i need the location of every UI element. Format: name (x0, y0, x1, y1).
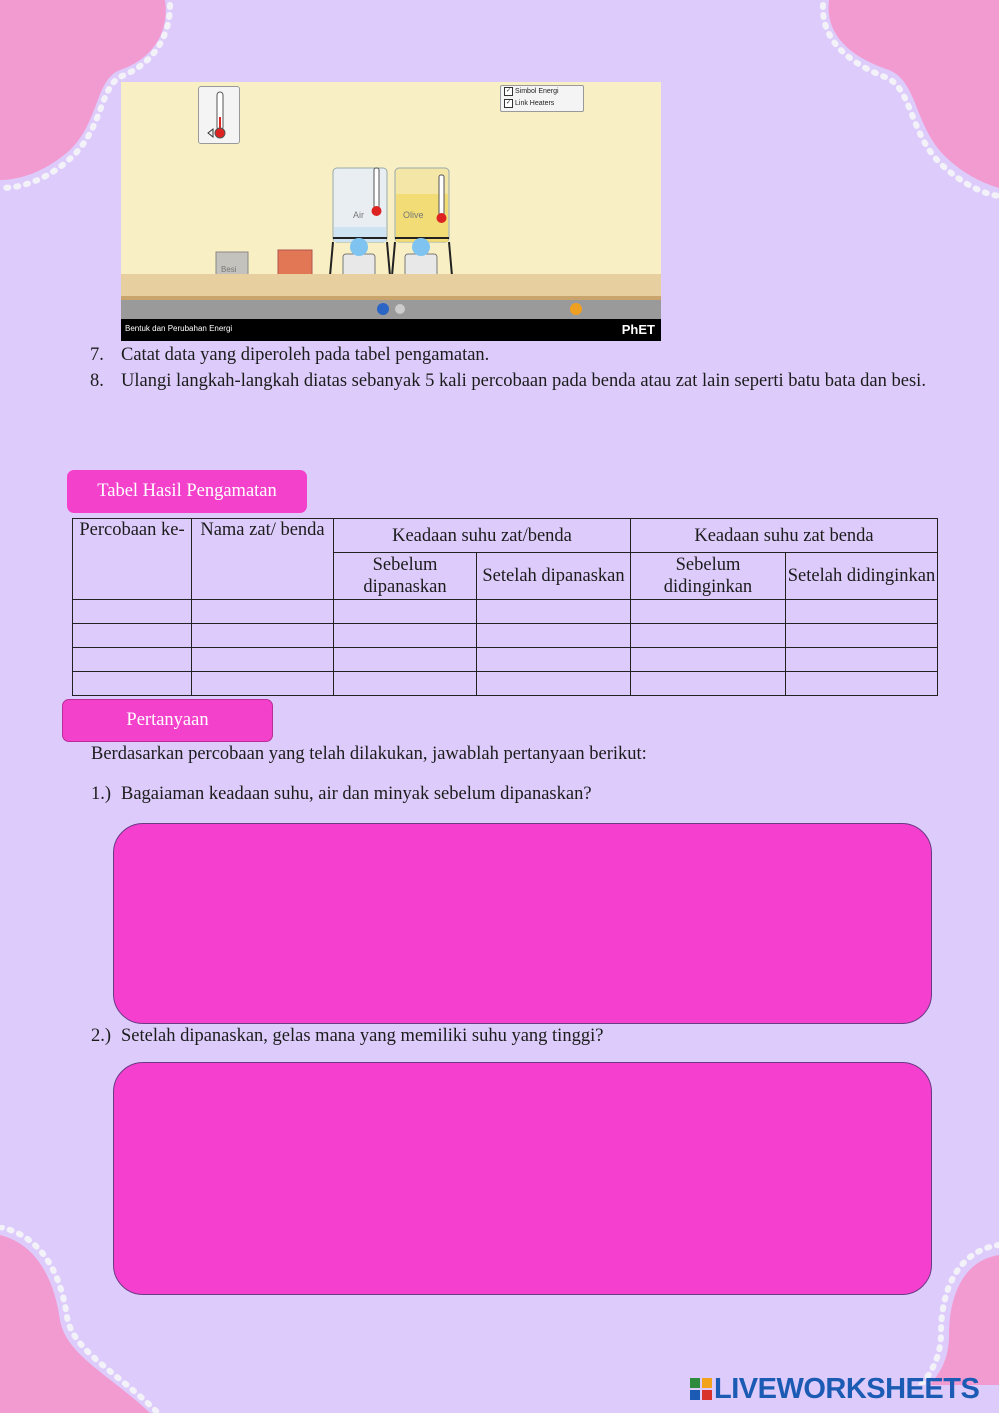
option-link-heaters[interactable]: ✓ Link Heaters (505, 99, 555, 107)
reset-icon (570, 303, 582, 315)
header-after-heat: Setelah dipanaskan (477, 553, 631, 600)
header-group-cool: Keadaan suhu zat benda (631, 519, 938, 553)
observation-table (72, 518, 938, 696)
step-item: 7. Catat data yang diperoleh pada tabel pengamatan. (90, 345, 490, 365)
table-row (73, 624, 938, 648)
table-section-title: Tabel Hasil Pengamatan (67, 470, 307, 513)
liveworksheets-mark-icon (690, 1378, 712, 1400)
header-substance: Nama zat/ benda (192, 519, 334, 600)
step-icon (395, 304, 405, 314)
option-energy-symbols[interactable]: ✓ Simbol Energi (505, 87, 559, 95)
simulation-scene (121, 82, 661, 341)
header-before-heat: Sebelum dipanaskan (334, 553, 477, 600)
step-item: 8. Ulangi langkah-langkah diatas sebanyak 5 kali percobaan pada benda atau zat lain seperti batu bata dan besi. (90, 370, 926, 391)
liveworksheets-logo: LIVEWORKSHEETS (690, 1373, 979, 1406)
iron-label: Besi (221, 265, 237, 274)
sim-bottom-bar (121, 319, 661, 341)
olive-label: Olive (403, 210, 424, 220)
header-group-heat: Keadaan suhu zat/benda (334, 519, 631, 553)
air-label: Air (353, 210, 364, 220)
answer-box-1[interactable] (113, 823, 932, 1024)
question-2: 2.) Setelah dipanaskan, gelas mana yang memiliki suhu yang tinggi? (91, 1026, 604, 1046)
pause-icon (377, 303, 389, 315)
corner-decoration-top-right (819, 0, 999, 210)
table-row (73, 600, 938, 624)
header-before-cool: Sebelum didinginkan (631, 553, 786, 600)
questions-section-title: Pertanyaan (62, 699, 273, 742)
phet-logo: PhET (621, 322, 655, 337)
table-row (73, 672, 938, 696)
answer-box-2[interactable] (113, 1062, 932, 1295)
step-list (90, 343, 930, 394)
question-1: 1.) Bagaiaman keadaan suhu, air dan minyak sebelum dipanaskan? (91, 784, 592, 804)
header-after-cool: Setelah didinginkan (786, 553, 938, 600)
questions-intro: Berdasarkan percobaan yang telah dilakukan, jawablah pertanyaan berikut: (91, 744, 647, 764)
sim-title: Bentuk dan Perubahan Energi (125, 324, 233, 333)
simulation-screenshot (121, 82, 661, 341)
header-trial: Percobaan ke- (73, 519, 192, 600)
table-row (73, 648, 938, 672)
